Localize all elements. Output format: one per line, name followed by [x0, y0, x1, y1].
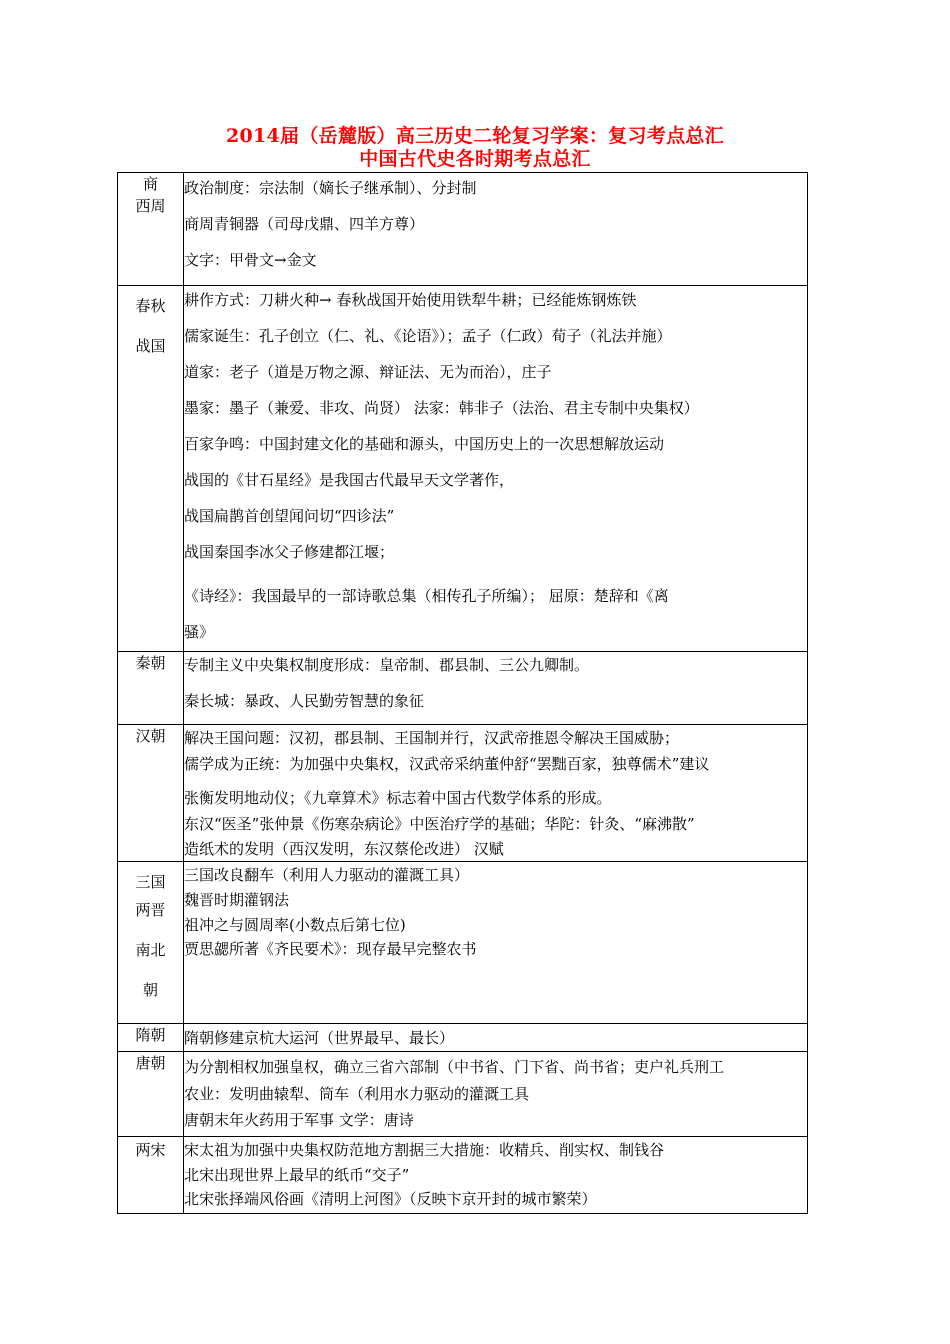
- list-item: 农业：发明曲辕犁、筒车（利用水力驱动的灌溉工具: [184, 1085, 530, 1103]
- list-item: 儒家诞生：孔子创立（仁、礼、《论语》）；孟子（仁政）荀子（礼法并施）: [184, 327, 672, 345]
- content-cell: [184, 286, 808, 652]
- era-label: 隋朝: [135, 1026, 166, 1044]
- era-cell: [118, 1024, 184, 1052]
- era-label: 唐朝: [135, 1054, 166, 1072]
- era-label: 西周: [135, 197, 166, 215]
- list-item: 百家争鸣：中国封建文化的基础和源头，中国历史上的一次思想解放运动: [184, 435, 665, 453]
- list-item: 唐朝末年火药用于军事 文学：唐诗: [184, 1111, 414, 1129]
- list-item: 魏晋时期灌钢法: [184, 891, 290, 909]
- list-item: 文字：甲骨文→金文: [184, 251, 317, 269]
- era-label: 春秋: [135, 297, 166, 315]
- era-cell: [118, 173, 184, 286]
- list-item: 贾思勰所著《齐民要术》：现存最早完整农书: [184, 940, 477, 958]
- list-item: 道家：老子（道是万物之源、辩证法、无为而治），庄子: [184, 363, 552, 381]
- table-row: [118, 1052, 808, 1137]
- table-row: [118, 1137, 808, 1214]
- era-label: 三国: [135, 873, 166, 891]
- content-cell: [184, 862, 808, 1024]
- list-item: 三国改良翻车（利用人力驱动的灌溉工具）: [184, 866, 470, 884]
- content-cell: [184, 1137, 808, 1214]
- era-label: 战国: [135, 337, 166, 355]
- exam-points-table: [117, 172, 808, 1214]
- table-row: [118, 725, 808, 862]
- era-cell: [118, 1052, 184, 1137]
- list-item: 商周青铜器（司母戊鼎、四羊方尊）: [184, 215, 425, 233]
- era-cell: [118, 1137, 184, 1214]
- table-row: [118, 862, 808, 1024]
- content-cell: [184, 652, 808, 725]
- table-row: [118, 173, 808, 286]
- list-item: 战国的《甘石星经》是我国古代最早天文学著作，: [184, 471, 515, 489]
- list-item: 为分割相权加强皇权，确立三省六部制（中书省、门下省、尚书省；吏户礼兵刑工: [184, 1058, 725, 1076]
- era-cell: [118, 286, 184, 652]
- era-label: 两宋: [135, 1141, 166, 1159]
- table-row: [118, 286, 808, 652]
- list-item: 骚》: [184, 623, 215, 641]
- list-item: 战国扁鹊首创望闻问切“四诊法”: [184, 507, 395, 525]
- document-subtitle: 中国古代史各时期考点总汇: [359, 148, 591, 170]
- table-row: [118, 652, 808, 725]
- era-cell: [118, 652, 184, 725]
- document-title: 2014届（岳麓版）高三历史二轮复习学案：复习考点总汇: [226, 125, 724, 147]
- era-label: 两晋: [135, 901, 166, 919]
- content-cell: [184, 1024, 808, 1052]
- list-item: 政治制度：宗法制（嫡长子继承制）、分封制: [184, 179, 477, 197]
- list-item: 宋太祖为加强中央集权防范地方割据三大措施：收精兵、削实权、制钱谷: [184, 1141, 665, 1159]
- list-item: 《诗经》：我国最早的一部诗歌总集（相传孔子所编）； 屈原：楚辞和《离: [184, 587, 669, 605]
- list-item: 秦长城：暴政、人民勤劳智慧的象征: [184, 692, 425, 710]
- era-label: 朝: [142, 981, 158, 999]
- list-item: 隋朝修建京杭大运河（世界最早、最长）: [184, 1029, 455, 1047]
- era-cell: [118, 862, 184, 1024]
- list-item: 解决王国问题：汉初，郡县制、王国制并行，汉武帝推恩令解决王国威胁；: [184, 729, 680, 747]
- content-cell: [184, 173, 808, 286]
- list-item: 战国秦国李冰父子修建都江堰；: [184, 543, 395, 561]
- list-item: 造纸术的发明（西汉发明，东汉蔡伦改进） 汉赋: [184, 840, 504, 858]
- era-label: 汉朝: [135, 727, 166, 745]
- era-cell: [118, 725, 184, 862]
- list-item: 儒学成为正统：为加强中央集权，汉武帝采纳董仲舒“罢黜百家，独尊儒术”建议: [184, 755, 710, 773]
- list-item: 专制主义中央集权制度形成：皇帝制、郡县制、三公九卿制。: [184, 656, 590, 674]
- list-item: 墨家：墨子（兼爱、非攻、尚贤） 法家：韩非子（法治、君主专制中央集权）: [184, 399, 699, 417]
- list-item: 祖冲之与圆周率(小数点后第七位): [184, 916, 406, 934]
- list-item: 东汉“医圣”张仲景《伤寒杂病论》中医治疗学的基础；华陀：针灸、“麻沸散”: [184, 815, 695, 833]
- era-label: 南北: [135, 941, 166, 959]
- content-cell: [184, 725, 808, 862]
- table-row: [118, 1024, 808, 1052]
- list-item: 北宋张择端风俗画《清明上河图》（反映卞京开封的城市繁荣）: [184, 1190, 597, 1208]
- list-item: 耕作方式：刀耕火种→ 春秋战国开始使用铁犁牛耕；已经能炼钢炼铁: [184, 291, 637, 309]
- era-label: 秦朝: [135, 654, 166, 672]
- list-item: 张衡发明地动仪；《九章算术》标志着中国古代数学体系的形成。: [184, 789, 612, 807]
- content-cell: [184, 1052, 808, 1137]
- list-item: 北宋出现世界上最早的纸币“交子”: [184, 1166, 410, 1184]
- era-label: 商: [142, 175, 158, 193]
